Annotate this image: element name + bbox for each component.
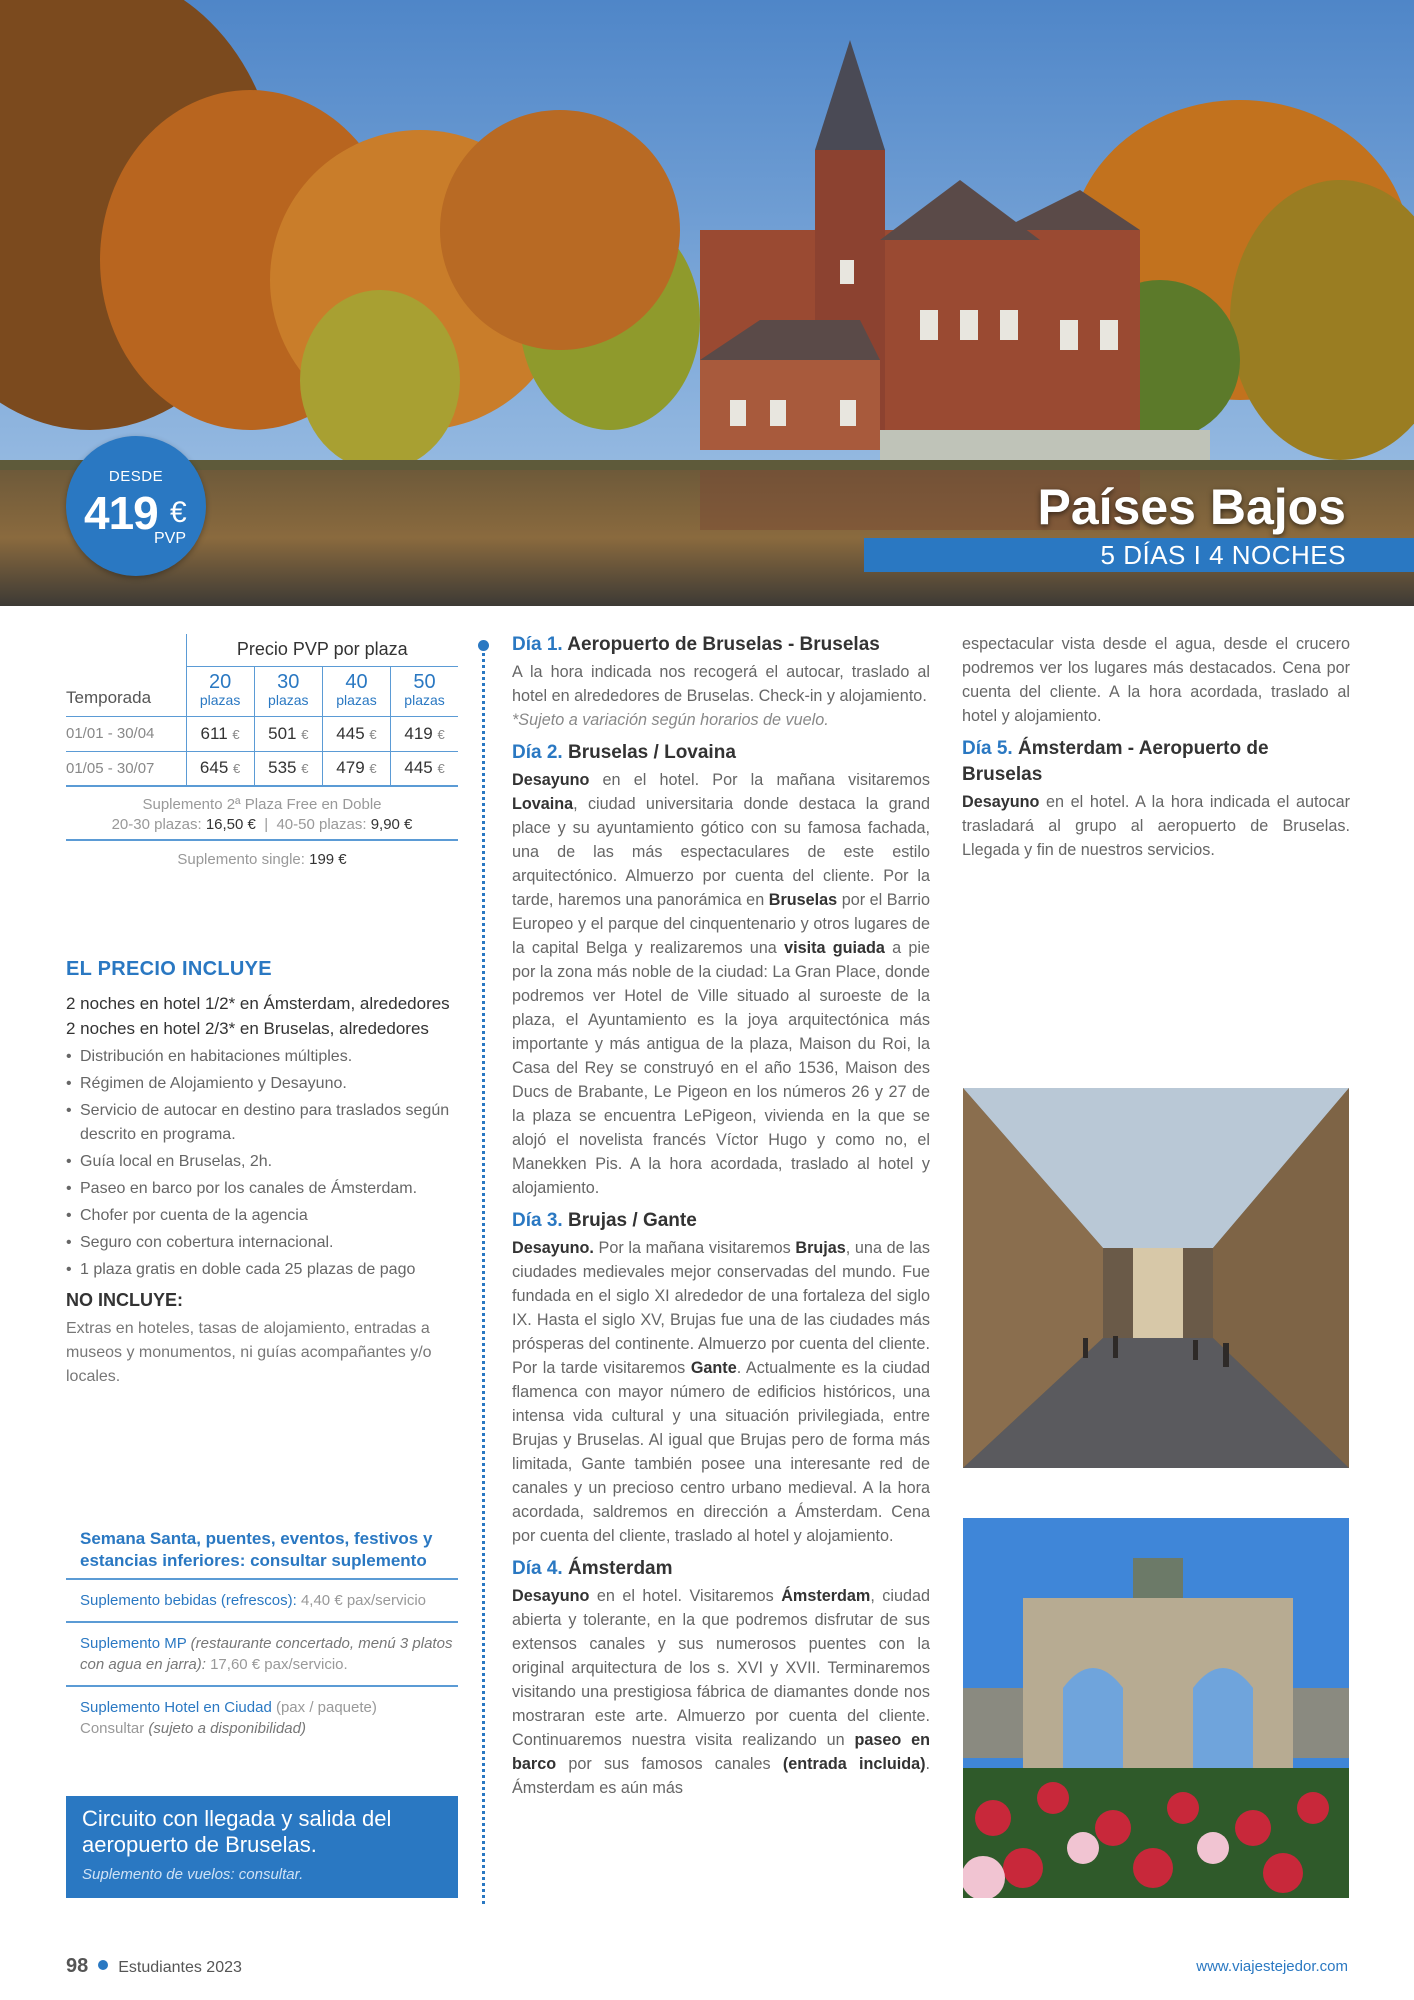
supplements-box xyxy=(66,1524,458,1749)
page-title: Países Bajos xyxy=(1037,479,1346,535)
day-5: Día 5. Ámsterdam - Aeropuerto de Bruselas Desayuno en el hotel. A la hora indicada el autocar trasladará al grupo al aeropuerto de Bruselas. Llegada y fin de nuestros servicios. xyxy=(962,738,1350,859)
day-4: Día 4. Ámsterdam Desayuno en el hotel. Visitaremos Ámsterdam, ciudad abierta y tolerante, en la que podremos disfrutar de sus extensos canales y sus numerosos puentes con la original arquitectura de los s. XVI y XVII. Terminaremos visitando una prestigiosa fábrica de diamantes donde nos mostraran este arte. Almuerzo por cuenta del cliente. Continuaremos nuestra visita realizando un paseo en barco por sus famosos canales (entrada incluida). Ámsterdam es aún más xyxy=(512,1558,930,1797)
list-item: • Chofer por cuenta de la agencia xyxy=(66,1204,466,1228)
hero-image xyxy=(0,0,1414,606)
day-4-continued: espectacular vista desde el agua, desde el crucero podremos ver los lugares más destacados. Cena por cuenta del cliente. A la hora acordada, traslado al hotel y alojamiento. xyxy=(962,635,1350,725)
list-item: • Paseo en barco por los canales de Ámsterdam. xyxy=(66,1177,466,1201)
season-header: Temporada xyxy=(66,687,152,707)
badge-pvp: PVP xyxy=(154,530,187,547)
drinks-supplement: Suplemento bebidas (refrescos): 4,40 € pax/servicio xyxy=(66,1580,458,1623)
not-included-text: Extras en hoteles, tasas de alojamiento, entradas a museos y monumentos, ni guías acompañantes y/o locales. xyxy=(66,1320,432,1385)
includes-section xyxy=(66,958,466,1389)
column-40-plazas: 40 plazas xyxy=(322,666,390,716)
day-1: Día 1. Aeropuerto de Bruselas - Bruselas A la hora indicada nos recogerá el autocar, traslado al hotel en alrededores de Bruselas. Check-in y alojamiento. *Sujeto a variación según horarios de vuelo. xyxy=(512,634,930,729)
catalog-name: Estudiantes 2023 xyxy=(118,1959,242,1976)
price-table-header: Precio PVP por plaza xyxy=(186,634,458,666)
badge-desde: DESDE xyxy=(108,468,164,485)
list-item: • Distribución en habitaciones múltiples. xyxy=(66,1045,466,1069)
column-20-plazas: 20 plazas xyxy=(186,666,254,716)
table-row: 01/01 - 30/04 611 € 501 € 445 € 419 € xyxy=(66,716,458,751)
page-number: 98 xyxy=(66,1955,89,1977)
gallery-photo xyxy=(963,1088,1349,1468)
day-2: Día 2. Bruselas / Lovaina Desayuno en el hotel. Por la mañana visitaremos Lovaina, ciudad universitaria donde destaca la grand place y su ayuntamiento gótico con su famosa fachada, una de las más espectaculares de este estilo arquitectónico. Almuerzo por cuenta del cliente. Por la tarde, haremos una panorámica en Bruselas por el Barrio Europeo y el parque del cinquentenario y otros lugares de la capital Belga y realizaremos una visita guiada a pie por la zona más noble de la ciudad: La Gran Place, donde podremos ver Hotel de Ville situado al suroeste de la plaza, el Ayuntamiento es la joya arquitectónica más importante y más antigua de la plaza, Maison du Roi, la Casa del Rey se construyó en el año 1536, Maison des Ducs de Brabante, Le Pigeon en los números 26 y 27 de la plaza se encuentra LePigeon, vivienda en la que se alojó el novelista francés Víctor Hugo y como no, el Manekken Pis. A la hora acordada, traslado al hotel y alojamiento. xyxy=(512,742,930,1197)
list-item: • Régimen de Alojamiento y Desayuno. xyxy=(66,1072,466,1096)
price-table xyxy=(66,634,458,868)
list-item: • Servicio de autocar en destino para traslados según descrito en programa. xyxy=(66,1099,466,1147)
column-30-plazas: 30 plazas xyxy=(254,666,322,716)
half-board-supplement: Suplemento MP (restaurante concertado, menú 3 platos con agua en jarra): 17,60 € pax/servicio. xyxy=(66,1623,458,1687)
single-supplement: Suplemento single: 199 € xyxy=(177,851,347,868)
includes-list xyxy=(66,1045,466,1282)
table-row: 01/05 - 30/07 645 € 535 € 479 € 445 € xyxy=(66,751,458,786)
website-link[interactable]: www.viajestejedor.com xyxy=(1196,1958,1348,1975)
circuit-info-title: Circuito con llegada y salida del aeropuerto de Bruselas. xyxy=(82,1806,392,1857)
badge-euro: € xyxy=(170,496,187,529)
price-badge xyxy=(66,436,206,576)
second-seat-supplement: Suplemento 2ª Plaza Free en Doble 20-30 plazas: 16,50 € | 40-50 plazas: 9,90 € xyxy=(66,795,458,841)
city-hotel-supplement: Suplemento Hotel en Ciudad (pax / paquete) Consultar (sujeto a disponibilidad) xyxy=(80,1699,377,1737)
column-divider xyxy=(482,642,485,1904)
itinerary-column-2 xyxy=(962,632,1350,870)
gallery-photo xyxy=(963,1518,1349,1898)
not-included-title: NO INCLUYE: xyxy=(66,1290,183,1310)
trip-duration: 5 DÍAS I 4 NOCHES xyxy=(864,538,1414,572)
badge-price: 419 xyxy=(84,487,158,539)
flight-supplement-note: Suplemento de vuelos: consultar. xyxy=(82,1866,304,1883)
includes-title: EL PRECIO INCLUYE xyxy=(66,958,272,980)
circuit-info-box xyxy=(66,1796,458,1898)
hotel-brussels: 2 noches en hotel 2/3* en Bruselas, alrededores xyxy=(66,1019,429,1038)
footer-dot xyxy=(98,1960,108,1970)
list-item: • Guía local en Bruselas, 2h. xyxy=(66,1150,466,1174)
column-50-plazas: 50 plazas xyxy=(391,666,458,716)
list-item: • Seguro con cobertura internacional. xyxy=(66,1231,466,1255)
list-item: • 1 plaza gratis en doble cada 25 plazas de pago xyxy=(66,1258,466,1282)
footer-page-info xyxy=(66,1955,242,1978)
hotel-amsterdam: 2 noches en hotel 1/2* en Ámsterdam, alrededores xyxy=(66,994,450,1013)
itinerary-column-1 xyxy=(512,632,930,1808)
supplements-heading: Semana Santa, puentes, eventos, festivos y estancias inferiores: consultar suplemento xyxy=(66,1524,458,1580)
day-3: Día 3. Brujas / Gante Desayuno. Por la mañana visitaremos Brujas, una de las ciudades medievales mejor conservadas del mundo. Fue fundada en el siglo XI alrededor de una fortaleza del siglo IX. Hasta el siglo XV, Brujas fue una de las ciudades más prósperas del continente. Almuerzo por cuenta del cliente. Por la tarde visitaremos Gante. Actualmente es la ciudad flamenca con mayor número de edificios históricos, una intensa vida cultural y una situación privilegiada, entre Brujas y Bruselas. Al igual que Brujas pero de forma más limitada, Gante también posee una interesante red de canales y un precioso centro urbano medieval. A la hora acordada, saldremos en dirección a Ámsterdam. Cena por cuenta del cliente, traslado al hotel y alojamiento. xyxy=(512,1210,930,1545)
